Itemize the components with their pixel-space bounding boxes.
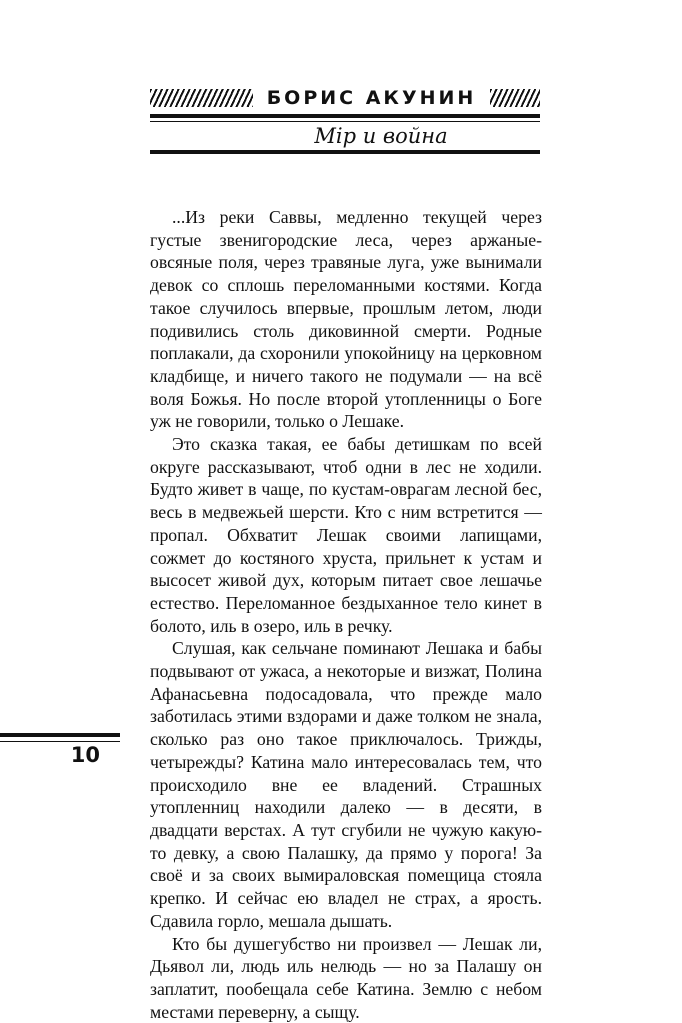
header-rule-thick: [150, 114, 540, 118]
paragraph: Это сказка такая, ее бабы детишкам по всей округе рассказывают, чтоб одни в лес не ходили. Будто живет в чаще, по кустам-оврагам лесной бес, весь в медвежьей шерсти. Кто с ним встретится — пропал. Обхватит Лешак своими лапищами, сожмет до костяного хруста, прильнет к устам и высосет живой дух, которым питает свое лешачье естество. Переломанное бездыханное тело кинет в болото, иль в озеро, иль в речку.: [150, 433, 542, 637]
header-hatch-right: [490, 89, 540, 107]
book-title: Мір и война: [300, 123, 462, 149]
paragraph: Кто бы душегубство ни произвел — Лешак ли, Дьявол ли, людь иль нелюдь — но за Палашу он заплатит, пообещала себе Катина. Землю с небом местами переверну, а сыщу.: [150, 933, 542, 1023]
header-rule-bottom: [150, 150, 540, 154]
header-rule-thin: [150, 121, 540, 122]
paragraph: Слушая, как сельчане поминают Лешака и бабы подвывают от ужаса, а некоторые и визжат, Полина Афанасьевна подосадовала, что прежде мало заботилась этими вздорами и даже толком не знала, сколько раз оно такое приключалось. Трижды, четырежды? Катина мало интересовалась тем, что происходило вне ее владений. Страшных утопленниц находили далеко — в десяти, в двадцати верстах. А тут сгубили не чужую какую-то девку, а свою Палашку, да прямо у порога! За своё и за своих вымираловская помещица стояла крепко. И сейчас ею владел не страх, а ярость. Сдавила горло, мешала дышать.: [150, 637, 542, 932]
body-text: [150, 206, 542, 1023]
paragraph: ...Из реки Саввы, медленно текущей через густые звенигородские леса, через аржаные-овсяные поля, через травяные луга, уже вынимали девок со сплошь переломанными костями. Когда такое случилось впервые, прошлым летом, люди подивились столь диковинной смерти. Родные поплакали, да схоронили упокойницу на церковном кладбище, и ничего такого не подумали — на всё воля Божья. Но после второй утопленницы о Боге уж не говорили, только о Лешаке.: [150, 206, 542, 433]
page-number-bar-thick: [0, 733, 120, 737]
header-hatch-left: [150, 89, 253, 107]
page-number: 10: [40, 742, 100, 768]
author-name: БОРИС АКУНИН: [253, 86, 490, 110]
